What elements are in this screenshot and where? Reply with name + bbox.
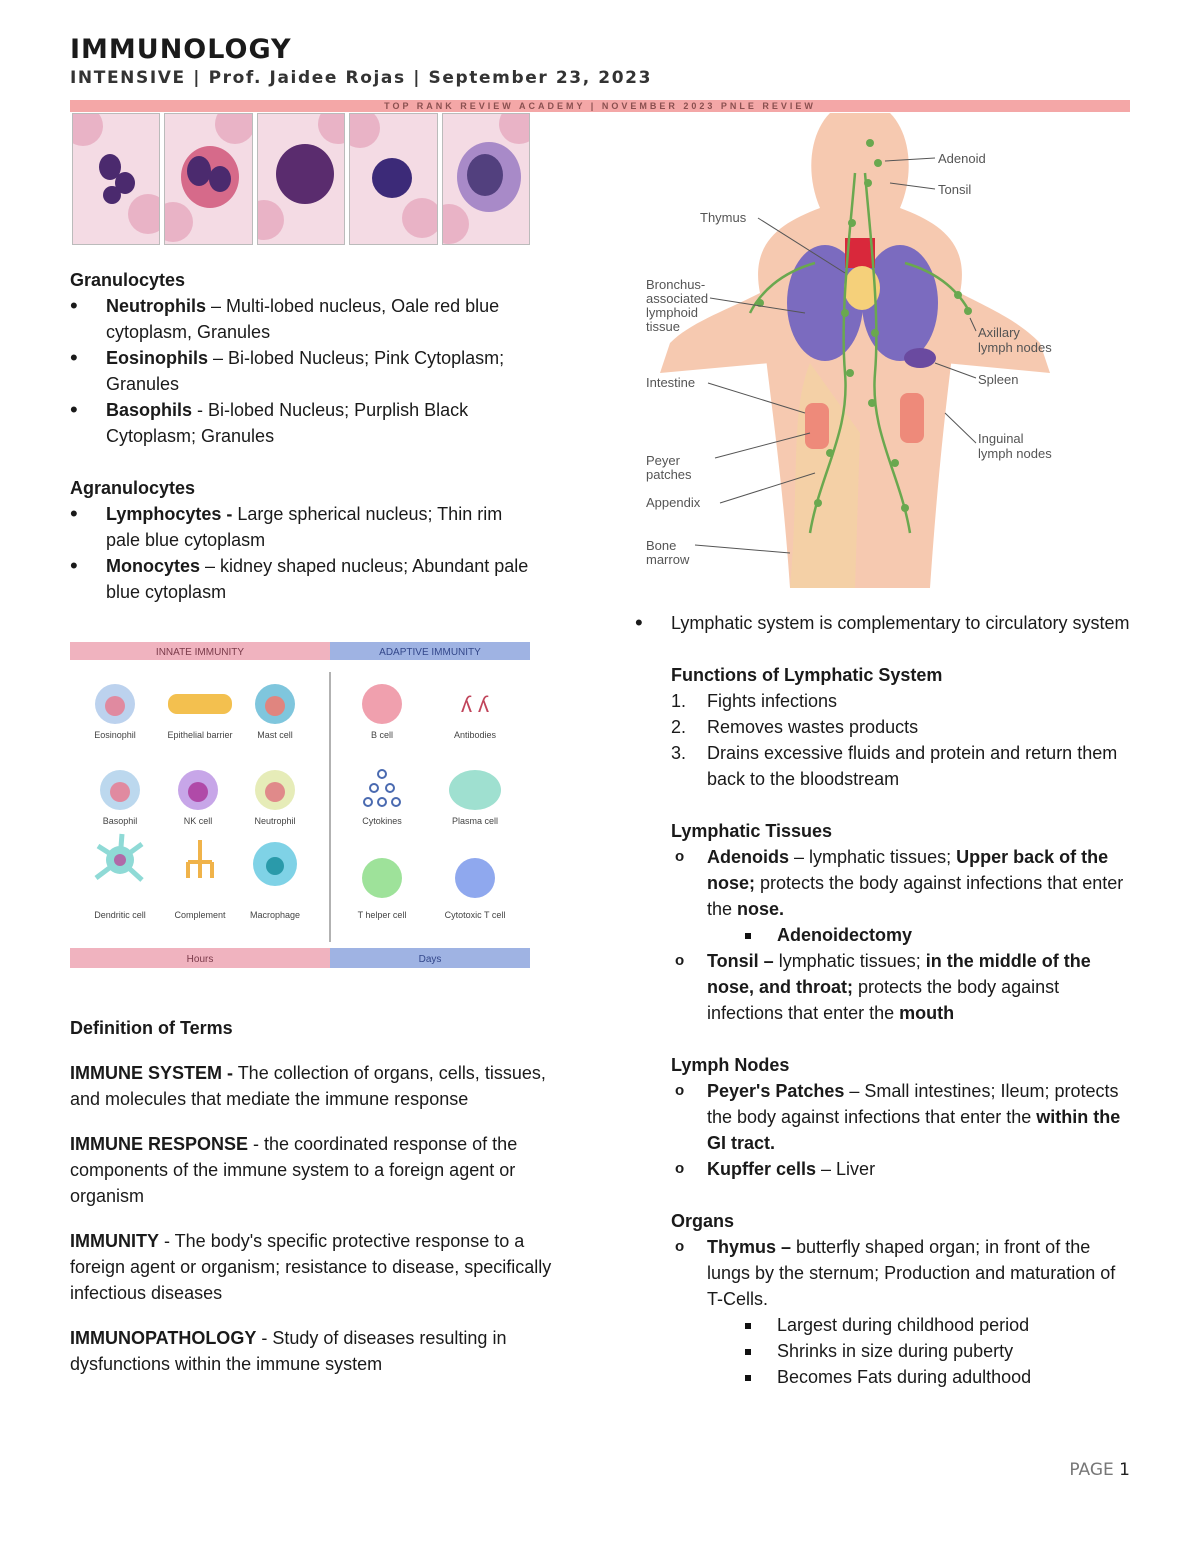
adaptive-cell-b [362, 684, 402, 740]
granulocytes-list [70, 293, 540, 449]
list-item: o Thymus – butterfly shaped organ; in front of the lungs by the sternum; Production and maturation of T-Cells. [671, 1234, 1135, 1312]
monocyte-photo [442, 113, 530, 245]
label-bone-1: Bone [646, 538, 677, 553]
svg-text:Complement: Complement [174, 910, 226, 920]
item-term: Eosinophils [106, 348, 209, 368]
tissues-heading: Lymphatic Tissues [671, 821, 833, 841]
item-text: Fights infections [707, 691, 838, 711]
list-item: Largest during childhood period [671, 1312, 1135, 1338]
eosinophil-photo [164, 113, 252, 245]
definition-item [70, 1325, 570, 1377]
svg-text:Cytotoxic T cell: Cytotoxic T cell [444, 910, 506, 920]
list-item [671, 740, 1135, 792]
label-balt-1: Bronchus- [646, 277, 706, 292]
functions-heading: Functions of Lymphatic System [671, 665, 943, 685]
lymphocyte-photo [349, 113, 437, 245]
list-item [671, 688, 1135, 714]
label-balt-2: associated [646, 291, 709, 306]
nodes-heading: Lymph Nodes [671, 1055, 790, 1075]
innate-cell-dendritic [94, 834, 146, 920]
innate-cell-epithelial [167, 694, 232, 740]
definition-item [70, 1131, 570, 1209]
label-appendix: Appendix [646, 495, 701, 510]
item-desc: Large spherical nucleus; Thin rim pale blue cytoplasm [106, 504, 503, 550]
svg-text:Dendritic cell: Dendritic cell [94, 910, 146, 920]
list-item: Shrinks in size during puberty [671, 1338, 1135, 1364]
definitions-section [70, 1015, 570, 1377]
functions-list [671, 688, 1135, 792]
neutrophil-photo [72, 113, 160, 245]
innate-cell-eosinophil [94, 684, 136, 740]
svg-text:Macrophage: Macrophage [249, 910, 301, 920]
item-term: Monocytes [106, 556, 201, 576]
item-number: 1. [671, 691, 687, 711]
item-number: 2. [671, 717, 687, 737]
lymphatic-bullet-list [635, 610, 1135, 636]
hours-label: Hours [186, 954, 214, 965]
item-sep: – [206, 296, 227, 316]
label-intestine: Intestine [646, 375, 696, 390]
label-peyer-1: Peyer [646, 453, 680, 468]
innate-cell-complement [174, 840, 226, 920]
adaptive-cell-thelper [358, 858, 407, 920]
label-adenoid: Adenoid [938, 151, 986, 166]
item-term: Basophils [106, 400, 193, 420]
item-sep: – [200, 556, 221, 576]
svg-text:ʎ ʎ: ʎ ʎ [460, 692, 490, 717]
definition-term: IMMUNITY [70, 1231, 159, 1251]
cell-types-section [70, 267, 540, 605]
svg-text:B cell: B cell [370, 730, 394, 740]
label-axillary-1: Axillary [978, 325, 1020, 340]
list-item [70, 553, 540, 605]
label-bone-2: marrow [646, 552, 690, 567]
svg-text:Cytokines: Cytokines [362, 816, 402, 826]
thymus-sublist [671, 1312, 1135, 1390]
innate-cell-macrophage [250, 842, 300, 920]
list-item: Becomes Fats during adulthood [671, 1364, 1135, 1390]
list-item: o Kupffer cells – Liver [671, 1156, 1135, 1182]
svg-text:Epithelial barrier: Epithelial barrier [167, 730, 233, 740]
agranulocytes-heading: Agranulocytes [70, 478, 196, 498]
definition-term: IMMUNE RESPONSE [70, 1134, 249, 1154]
adaptive-cell-cytokines [362, 770, 402, 826]
lymphatic-section [635, 610, 1135, 1390]
item-number: 3. [671, 743, 687, 763]
page-number [1069, 1460, 1130, 1480]
tissues-list [671, 844, 1135, 922]
blood-cell-photos [72, 113, 530, 245]
svg-text:Antibodies: Antibodies [453, 730, 497, 740]
definition-item [70, 1228, 570, 1306]
list-item [70, 293, 540, 345]
immunity-figure [70, 642, 530, 968]
item-text: Removes wastes products [707, 717, 919, 737]
page-title: IMMUNOLOGY [70, 34, 292, 65]
svg-text:NK cell: NK cell [183, 816, 213, 826]
list-item: o Tonsil – lymphatic tissues; in the middle of the nose, and throat; protects the body against infections that enter the mouth [671, 948, 1135, 1026]
innate-cell-mast [255, 684, 295, 740]
page-number-value: 1 [1119, 1460, 1130, 1480]
organs-heading: Organs [671, 1211, 735, 1231]
header-band-text: TOP RANK REVIEW ACADEMY | NOVEMBER 2023 PNLE REVIEW [384, 101, 816, 111]
svg-text:Plasma cell: Plasma cell [451, 816, 499, 826]
adaptive-cell-cytotoxic [445, 858, 506, 920]
list-item: • Lymphatic system is complementary to circulatory system [635, 610, 1135, 636]
item-sep: – [208, 348, 229, 368]
list-item: o Adenoids – lymphatic tissues; Upper back of the nose; protects the body against infections that enter the nose. [671, 844, 1135, 922]
item-term: Neutrophils [106, 296, 207, 316]
list-item [70, 345, 540, 397]
item-text: Drains excessive fluids and protein and return them back to the bloodstream [707, 743, 1118, 789]
definitions-heading: Definition of Terms [70, 1018, 233, 1038]
item-sep: - [192, 400, 209, 420]
basophil-photo [257, 113, 345, 245]
agranulocytes-list [70, 501, 540, 605]
list-item [70, 501, 540, 553]
days-label: Days [418, 954, 442, 965]
definition-text: - The body's specific protective response to a foreign agent or organism; resistance to disease, specifically infectious diseases [70, 1231, 552, 1303]
list-item [70, 397, 540, 449]
list-item [671, 714, 1135, 740]
svg-text:Eosinophil: Eosinophil [94, 730, 136, 740]
adaptive-label: ADAPTIVE IMMUNITY [379, 647, 481, 658]
page-label: PAGE [1069, 1460, 1114, 1480]
item-desc: Bi-lobed Nucleus; Pink Cytoplasm; Granules [106, 348, 505, 394]
label-peyer-2: patches [646, 467, 692, 482]
label-tonsil: Tonsil [938, 182, 972, 197]
item-term: Lymphocytes - [106, 504, 233, 524]
svg-text:Basophil: Basophil [102, 816, 138, 826]
item-desc: Bi-lobed Nucleus; Purplish Black Cytoplasm; Granules [106, 400, 469, 446]
innate-label: INNATE IMMUNITY [155, 647, 245, 658]
granulocytes-heading: Granulocytes [70, 270, 186, 290]
svg-text:T helper cell: T helper cell [357, 910, 407, 920]
adenoids-sublist [671, 922, 1135, 948]
page-subtitle: INTENSIVE | Prof. Jaidee Rojas | September 23, 2023 [70, 68, 653, 88]
spleen-shape [904, 348, 936, 368]
svg-text:Mast cell: Mast cell [257, 730, 293, 740]
label-inguinal-1: Inguinal [978, 431, 1024, 446]
label-thymus: Thymus [700, 210, 747, 225]
svg-text:Neutrophil: Neutrophil [254, 816, 296, 826]
organs-list [671, 1234, 1135, 1312]
innate-cell-nk [178, 770, 218, 826]
definition-text: The collection of organs, cells, tissues, and molecules that mediate the immune response [70, 1063, 546, 1109]
list-item: Adenoidectomy [671, 922, 1135, 948]
label-spleen: Spleen [978, 372, 1019, 387]
definition-term: IMMUNOPATHOLOGY [70, 1328, 257, 1348]
definition-item [70, 1060, 570, 1112]
label-inguinal-2: lymph nodes [978, 446, 1052, 461]
header-band [70, 100, 1130, 112]
lymphatic-diagram [640, 113, 1080, 588]
definition-text: - Study of diseases resulting in dysfunctions within the immune system [70, 1328, 507, 1374]
nodes-list [671, 1078, 1135, 1182]
adaptive-cell-antibodies [454, 692, 497, 740]
list-item: o Peyer's Patches – Small intestines; Ileum; protects the body against infections that enter the within the GI tract. [671, 1078, 1135, 1156]
adaptive-cell-plasma [449, 770, 501, 826]
label-balt-3: lymphoid [646, 305, 699, 320]
label-balt-4: tissue [646, 319, 680, 334]
tissues-list-2 [671, 948, 1135, 1026]
definition-term: IMMUNE SYSTEM - [70, 1063, 234, 1083]
innate-cell-neutrophil [254, 770, 295, 826]
label-axillary-2: lymph nodes [978, 340, 1052, 355]
definition-text: - the coordinated response of the components of the immune system to a foreign agent or organism [70, 1134, 518, 1206]
innate-cell-basophil [100, 770, 140, 826]
item-desc: kidney shaped nucleus; Abundant pale blue cytoplasm [106, 556, 529, 602]
item-desc: Multi-lobed nucleus, Oale red blue cytoplasm, Granules [106, 296, 500, 342]
